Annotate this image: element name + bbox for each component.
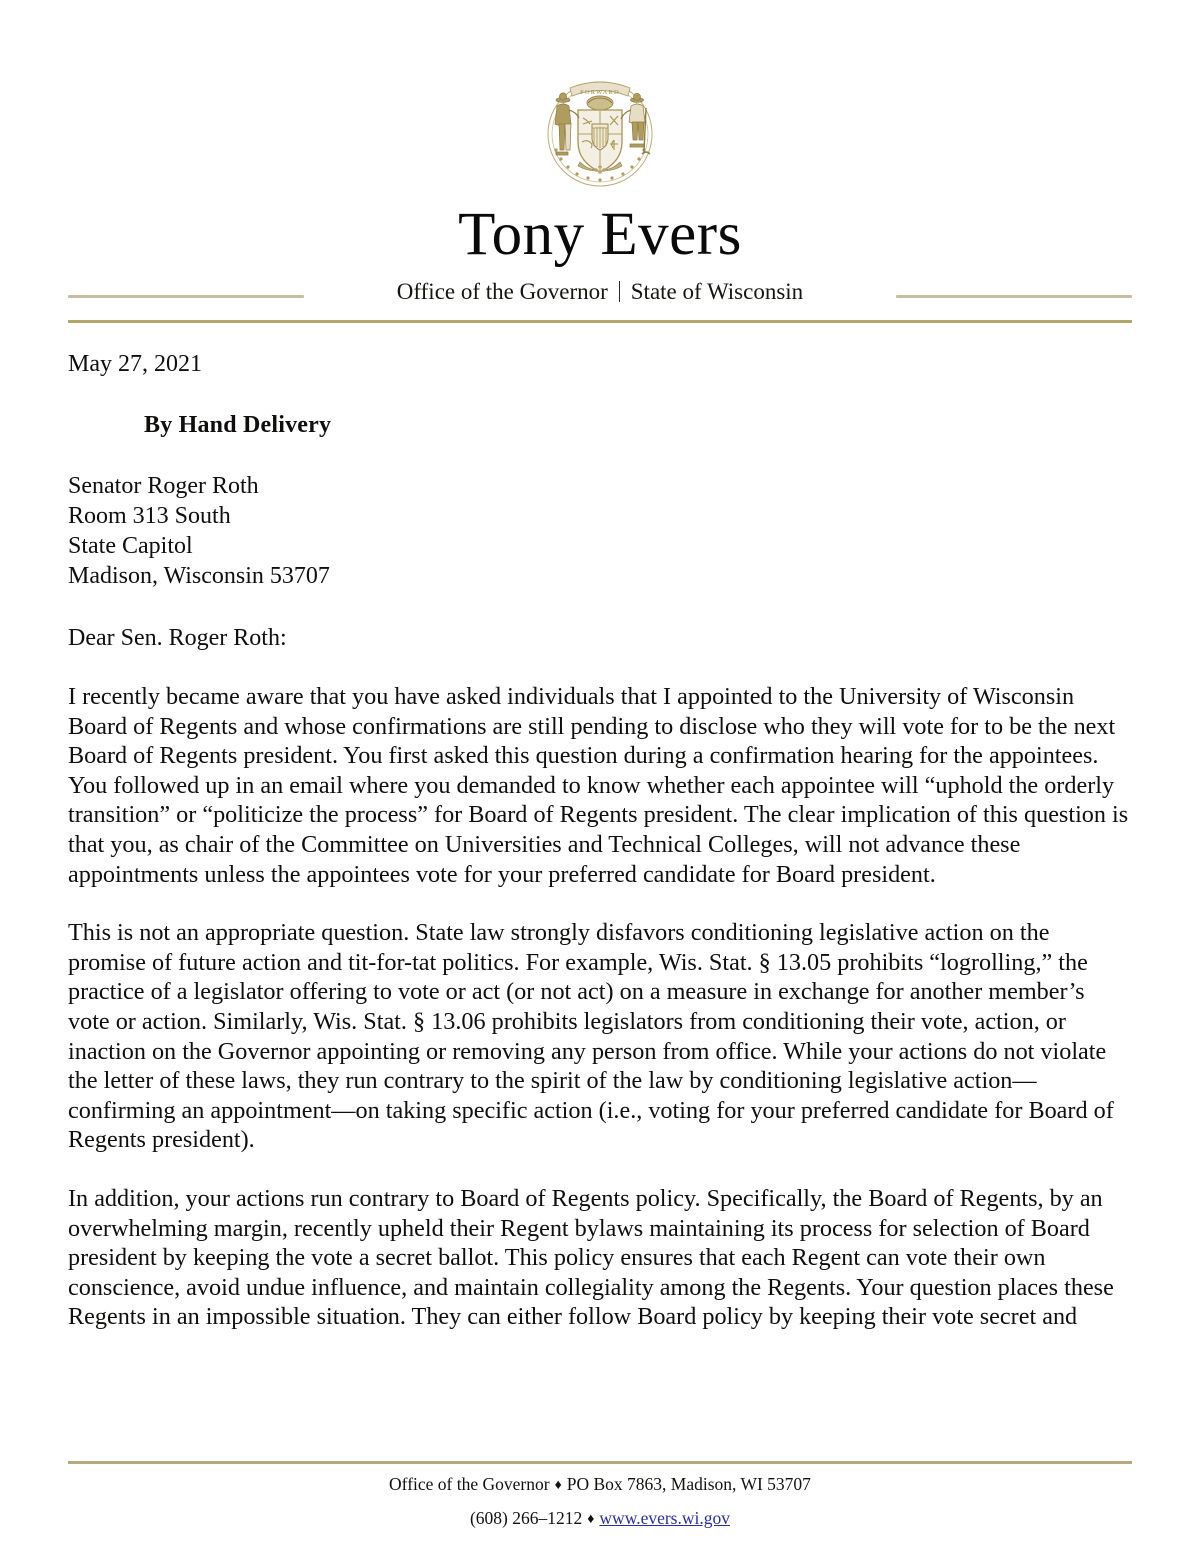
footer-phone: (608) 266–1212 bbox=[469, 1508, 583, 1528]
footer-address: PO Box 7863, Madison, WI 53707 bbox=[566, 1474, 811, 1494]
footer-line-2 bbox=[0, 1506, 1200, 1532]
header-rule-full bbox=[68, 320, 1132, 323]
subtitle-divider bbox=[619, 281, 620, 302]
delivery-method: By Hand Delivery bbox=[144, 412, 332, 438]
letterhead bbox=[0, 0, 1200, 323]
recipient-address bbox=[68, 471, 1130, 591]
letter-date: May 27, 2021 bbox=[68, 351, 202, 377]
footer-separator-icon: ♦ bbox=[554, 1478, 562, 1493]
footer-separator-icon-2: ♦ bbox=[587, 1512, 595, 1527]
recipient-city-state-zip: Madison, Wisconsin 53707 bbox=[68, 563, 330, 589]
state-label: State of Wisconsin bbox=[630, 279, 804, 304]
footer-rule bbox=[68, 1461, 1132, 1464]
body-paragraph-1: I recently became aware that you have asked individuals that I appointed to the University of Wisconsin Board of Regents and whose confirmations are still pending to disclose who they will vote for to be the next Board of Regents president. You first asked this question during a confirmation hearing for the appointees. You followed up in an email where you demanded to know whether each appointee will “uphold the orderly transition” or “politicize the process” for Board of Regents president. The clear implication of this question is that you, as chair of the Committee on Universities and Technical Colleges, will not advance these appointments unless the appointees vote for your preferred candidate for Board president. bbox=[68, 683, 1129, 888]
recipient-building: State Capitol bbox=[68, 533, 193, 559]
office-label: Office of the Governor bbox=[396, 279, 608, 304]
salutation: Dear Sen. Roger Roth: bbox=[68, 625, 287, 651]
body-paragraph-3: In addition, your actions run contrary to Board of Regents policy. Specifically, the Board of Regents, by an overwhelming margin, recently upheld their Regent bylaws maintaining its process for selection of Board president by keeping the vote a secret ballot. This policy ensures that each Regent can vote their own conscience, avoid undue influence, and maintain collegiality among the Regents. Your question places these Regents in an impossible situation. They can either follow Board policy by keeping their vote secret and bbox=[68, 1184, 1114, 1331]
footer-website-link[interactable]: www.evers.wi.gov bbox=[599, 1508, 730, 1528]
footer-office: Office of the Governor bbox=[389, 1474, 550, 1494]
wisconsin-coat-of-arms-icon bbox=[530, 58, 670, 198]
letterhead-subtitle bbox=[0, 276, 1200, 308]
footer-line-1 bbox=[0, 1472, 1200, 1498]
seal-container bbox=[0, 58, 1200, 198]
body-paragraph-2: This is not an appropriate question. State law strongly disfavors conditioning legislative action on the promise of future action and tit-for-tat politics. For example, Wis. Stat. § 13.05 prohibits “logrolling,” the practice of a legislator offering to vote or act (or not act) on a measure in exchange for another member’s vote or action. Similarly, Wis. Stat. § 13.06 prohibits legislators from conditioning their vote, action, or inaction on the Governor appointing or removing any person from office. While your actions do not violate the letter of these laws, they run contrary to the spirit of the law by conditioning legislative action—confirming an appointment—on taking specific action (i.e., voting for your preferred candidate for Board of Regents president). bbox=[68, 919, 1114, 1154]
recipient-name: Senator Roger Roth bbox=[68, 473, 259, 499]
page-footer bbox=[0, 1461, 1200, 1532]
recipient-room: Room 313 South bbox=[68, 503, 231, 529]
governor-name: Tony Evers bbox=[458, 201, 742, 268]
letterhead-subtitle-row bbox=[0, 276, 1200, 316]
svg-text:FORWARD: FORWARD bbox=[580, 89, 620, 96]
letter-body bbox=[0, 349, 1200, 1332]
